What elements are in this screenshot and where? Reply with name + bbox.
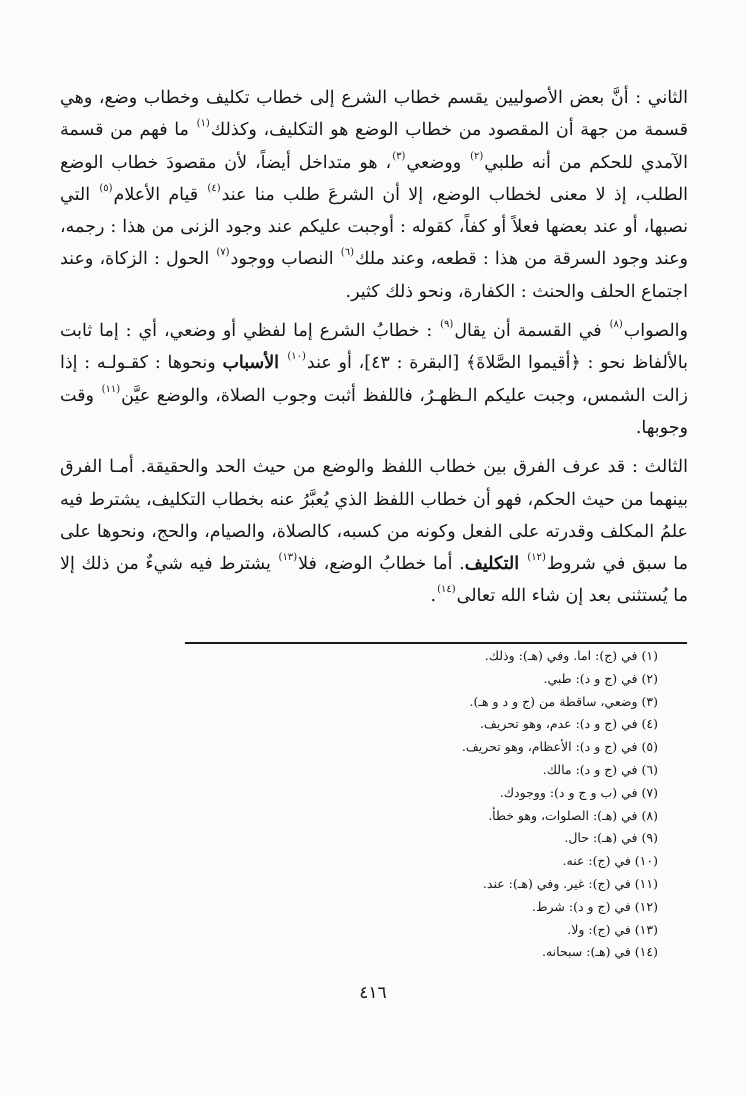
footnote-ref: (٤) [207, 182, 221, 194]
footnote-ref: (٩) [440, 319, 454, 331]
paragraph-correct-view [60, 315, 688, 444]
text-run: وقت وجوبها. [60, 385, 688, 438]
footnote-ref: (١٣) [278, 552, 298, 564]
footnote: (٥) في (ج و د): الأعظام، وهو تحريف. [461, 739, 658, 755]
text-run: في القسمة أن يقال [454, 321, 609, 342]
footnote-separator [185, 642, 687, 644]
footnote: (٩) في (هـ): حال. [564, 830, 658, 846]
footnote-ref: (٨) [609, 319, 623, 331]
text-run: . [430, 586, 437, 607]
footnote-ref: (٢) [470, 150, 484, 162]
paragraph-gap [60, 444, 688, 451]
text-run: ، هو متداخل أيضاً، لأن مقصودَ خطاب الوضع الطلب، إذ لا معنى لخطاب الوضع، إلا أن الشرعَ طلب منا عند [60, 152, 689, 205]
footnote: (٣) وضعي، ساقطة من (ج و د و هـ). [469, 693, 658, 709]
text-run: النصاب ووجود [230, 249, 340, 270]
main-text [60, 82, 688, 613]
footnote-ref: (١٢) [527, 552, 546, 564]
footnote: (١١) في (ج): غير. وفي (هـ): عند. [482, 875, 658, 891]
footnote-ref: (١٠) [287, 351, 306, 363]
text-run: الثالث : قد عرف الفرق بين خطاب اللفظ والوضع من حيث الحد والحقيقة. أمـا الفرق بينهما من حيث الحكم، فهو أن خطاب اللفظ الذي يُعبَّرُ عنه بخطاب التكليف، يشترط فيه علمُ المكلف وقدرته على الفعل وكونه من كسبه، كالصلاة، والصيام، والحج، ونحوها على ما سبق في شروط [60, 457, 688, 575]
footnote: (٤) في (ج و د): عدم، وهو تحريف. [479, 716, 658, 732]
footnote: (٨) في (هـ): الصلوات، وهو خطأ. [488, 807, 658, 823]
text-run: : خطابُ الشرع إما لفظي أو وضعي، أي : إما ثابت بالألفاظ نحو : ﴿أقيموا الصَّلاةَ﴾ [البقرة : ٤٣]، أو عند [60, 321, 688, 374]
footnote: (١٠) في (ج): عنه. [562, 853, 658, 869]
footnote: (٦) في (ج و د): مالك. [542, 761, 658, 777]
footnote: (٢) في (ج و د): طبي. [543, 670, 658, 686]
text-run: والصواب [623, 321, 688, 342]
paragraph-second [60, 82, 688, 308]
bold-term: الأسباب [222, 353, 287, 374]
footnote-ref: (١٤) [437, 584, 456, 596]
footnote-ref: (٧) [216, 247, 230, 259]
text-run: الحول : الزكاة، وعند اجتماع الحلف والحنث : الكفارة، ونحو ذلك كثير. [60, 249, 688, 302]
paragraph-gap [60, 308, 688, 315]
text-run: ما فهم من قسمة الآمدي للحكم من أنه طلبي [60, 120, 688, 173]
footnote-ref: (٦) [340, 247, 354, 259]
footnotes-list [200, 645, 658, 964]
footnote: (١٢) في (ج و د): شرط. [531, 898, 658, 914]
text-run: . أما خطابُ الوضع، فلا [298, 554, 465, 575]
bold-term: التكليف [464, 554, 527, 575]
footnote: (٧) في (ب و ج و د): ووجودك. [499, 784, 658, 800]
paragraph-third [60, 451, 688, 612]
footnote: (١٤) في (هـ): سبحانه. [541, 944, 658, 960]
text-run: قيام الأعلام [113, 184, 207, 205]
footnote-ref: (١) [196, 118, 210, 130]
text-run: التي نصبها، أو عند بعضها فعلاً أو كفاً، كقوله : أوجبت عليكم عند وجود الزنى من هذا : رجمه، وعند وجود السرقة من هذا : قطعه، وعند ملك [60, 184, 688, 270]
footnote-ref: (٣) [392, 150, 406, 162]
text-run: ونحوها : كقـولـه : إذا زالت الشمس، وجبت عليكم الـظهـرُ، فاللفظ أثبت وجوب الصلاة، والوضع عيَّن [60, 353, 688, 406]
text-run: ووضعي [406, 152, 470, 173]
page-number: ٤١٦ [359, 983, 387, 1003]
footnote-ref: (١١) [101, 383, 121, 395]
footnote: (١) في (ج): اما. وفي (هـ): وذلك. [484, 648, 658, 663]
footnote-ref: (٥) [99, 182, 113, 194]
text-run: يشترط فيه شيءٌ من ذلك إلا ما يُستثنى بعد إن شاء الله تعالى [60, 554, 688, 607]
text-run: الثاني : أنَّ بعض الأصوليين يقسم خطاب الشرع إلى خطاب تكليف وخطاب وضع، وهي قسمة من جهة أن المقصود من خطاب الوضع هو التكليف، وكذلك [60, 88, 688, 141]
footnote: (١٣) في (ج): ولا. [567, 921, 658, 937]
